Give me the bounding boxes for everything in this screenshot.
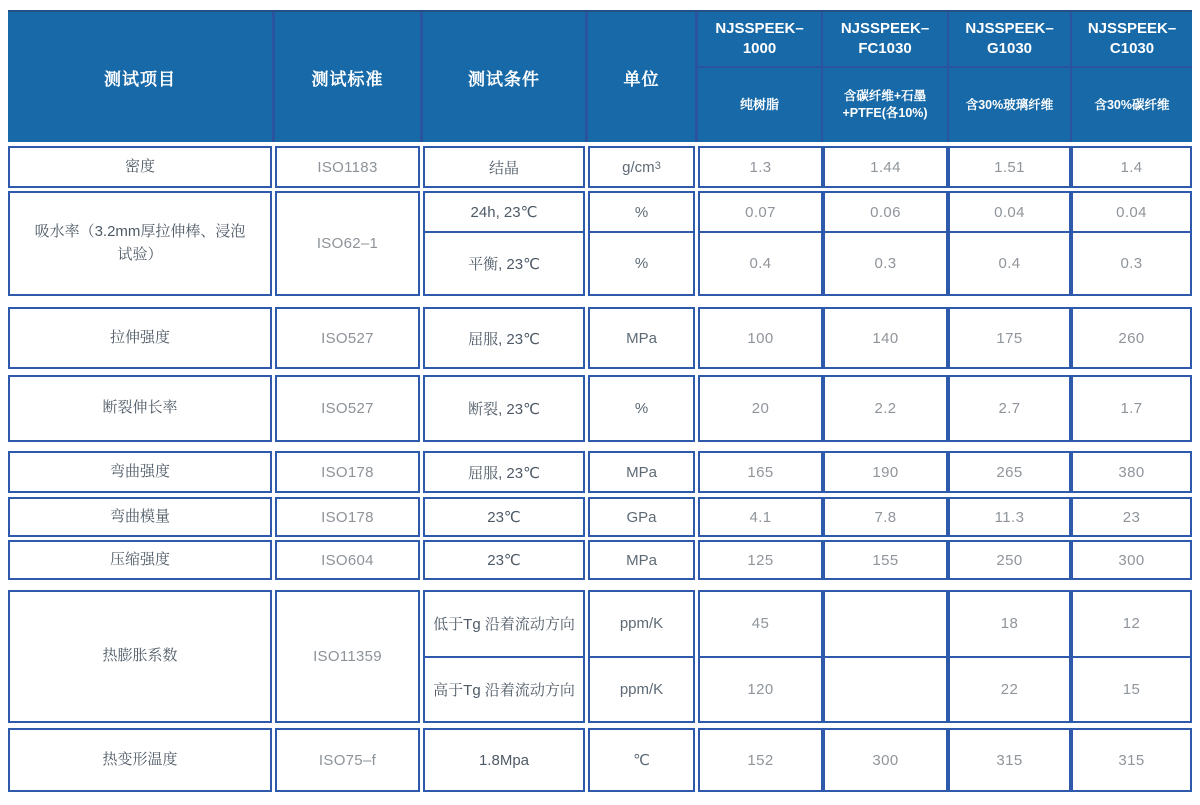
- row-value-col1-value: 120: [700, 656, 821, 722]
- table-row-group: [8, 497, 1192, 537]
- row-item-label: 断裂伸长率: [8, 375, 272, 442]
- row-value-col1-value: 1.3: [749, 158, 772, 176]
- row-item-label: 压缩强度: [8, 540, 272, 580]
- row-condition: [423, 540, 585, 580]
- table-header: [8, 10, 1192, 142]
- product-name-line2: 1000: [742, 40, 777, 57]
- row-value-col3: [948, 728, 1071, 792]
- row-value-col3: [948, 540, 1071, 580]
- row-value-col3-value: 11.3: [994, 508, 1025, 526]
- product-name-line2: C1030: [1109, 40, 1155, 57]
- row-value-col3-value: 1.51: [994, 158, 1025, 176]
- row-value-col3-value: 2.7: [998, 400, 1021, 417]
- row-value-col2-value: 7.8: [874, 508, 897, 526]
- row-item-label: 弯曲模量: [8, 497, 272, 537]
- row-unit: [588, 307, 695, 369]
- product-name: [698, 12, 821, 66]
- row-item-label: 密度: [8, 146, 272, 188]
- row-condition-value: 屈服, 23℃: [468, 330, 540, 348]
- header-product-njsspeek-1000: [698, 12, 821, 142]
- row-value-col2: [823, 146, 948, 188]
- table-row-group: [8, 307, 1192, 369]
- row-value-col3: [948, 590, 1071, 723]
- row-value-col1: [698, 728, 823, 792]
- table-row-group: [8, 191, 1192, 296]
- row-standard: ISO527: [275, 375, 420, 442]
- row-value-col4-value: 1.4: [1120, 158, 1143, 176]
- row-unit-value: MPa: [626, 551, 657, 569]
- row-value-col3: [948, 375, 1071, 442]
- row-value-col1-value: 125: [747, 551, 774, 569]
- row-value-col4-value: 15: [1073, 656, 1190, 722]
- row-condition: [423, 307, 585, 369]
- row-value-col2-value: [825, 656, 946, 722]
- row-value-col2: [823, 375, 948, 442]
- row-value-col1: [698, 307, 823, 369]
- row-value-col1-value: 4.1: [749, 508, 772, 526]
- row-unit: [588, 497, 695, 537]
- row-value-col4-value: 1.7: [1120, 400, 1143, 417]
- row-unit-value: %: [634, 203, 649, 221]
- row-condition-value: 屈服, 23℃: [468, 464, 540, 482]
- row-value-col4-value: 0.3: [1073, 231, 1190, 294]
- header-product-njsspeek-fc1030: [823, 12, 947, 142]
- row-value-col2-value: 1.44: [870, 158, 901, 176]
- row-value-col3-value: 315: [996, 751, 1023, 769]
- product-name: [1072, 12, 1192, 66]
- row-value-col3-value: 0.04: [994, 203, 1025, 221]
- row-item-label: 拉伸强度: [8, 307, 272, 369]
- row-condition-value: 1.8Mpa: [478, 751, 530, 769]
- row-value-col1: [698, 540, 823, 580]
- product-description: 纯树脂: [698, 68, 821, 142]
- row-value-col1: [698, 590, 823, 723]
- row-value-col4-value: 23: [1122, 508, 1141, 526]
- table-row-group: [8, 728, 1192, 792]
- row-value-col1-value: 0.07: [745, 203, 776, 221]
- header-col-test-standard: 测试标准: [275, 12, 420, 142]
- product-name-line1: NJSSPEEK–: [715, 19, 804, 37]
- row-unit-value: %: [590, 231, 693, 294]
- row-value-col2: [823, 497, 948, 537]
- row-condition: [423, 146, 585, 188]
- product-name-line1: NJSSPEEK–: [840, 19, 930, 37]
- row-value-col3-value: 18: [1000, 615, 1019, 633]
- row-standard: ISO178: [275, 451, 420, 493]
- row-unit-value: ppm/K: [619, 615, 664, 633]
- row-value-col2: [823, 191, 948, 296]
- row-unit-value: MPa: [626, 329, 657, 347]
- row-value-col1-value: 152: [747, 751, 774, 769]
- product-name-line1: NJSSPEEK–: [1087, 19, 1177, 37]
- product-name-line2: G1030: [986, 40, 1033, 57]
- row-unit-value: GPa: [626, 508, 657, 526]
- row-value-col4-value: 300: [1118, 551, 1145, 569]
- row-value-col4: [1071, 375, 1192, 442]
- row-value-col2-value: 0.06: [870, 203, 901, 221]
- row-unit-value: ℃: [633, 752, 650, 769]
- table-row-group: [8, 375, 1192, 442]
- row-standard: ISO527: [275, 307, 420, 369]
- table-body: [8, 146, 1192, 792]
- row-value-col1-value: 20: [751, 400, 770, 417]
- table-row-group: [8, 540, 1192, 580]
- header-col-unit: 单位: [588, 12, 695, 142]
- row-unit: [588, 590, 695, 723]
- row-value-col2-value: 300: [872, 751, 899, 769]
- row-condition-value: 高于Tg 沿着流动方向: [425, 656, 583, 722]
- row-unit-value: MPa: [626, 463, 657, 481]
- row-unit: [588, 146, 695, 188]
- row-value-col2-value: 2.2: [874, 400, 897, 417]
- row-condition: [423, 590, 585, 723]
- row-value-col1-value: 165: [747, 463, 774, 481]
- product-name-line1: NJSSPEEK–: [965, 19, 1054, 37]
- row-standard: ISO1183: [275, 146, 420, 188]
- header-product-njsspeek-c1030: [1072, 12, 1192, 142]
- row-value-col3-value: 250: [996, 551, 1023, 569]
- row-value-col2-value: 190: [872, 463, 899, 481]
- row-value-col1-value: 100: [747, 329, 774, 347]
- row-condition-value: 24h, 23℃: [470, 204, 538, 222]
- row-value-col1-value: 45: [751, 615, 770, 633]
- row-standard: ISO178: [275, 497, 420, 537]
- row-value-col2: [823, 451, 948, 493]
- header-col-test-item: 测试项目: [8, 12, 272, 142]
- row-standard: ISO62–1: [275, 191, 420, 296]
- row-condition: [423, 728, 585, 792]
- row-value-col4: [1071, 728, 1192, 792]
- row-value-col2-value: 155: [872, 551, 899, 569]
- row-condition-value: 平衡, 23℃: [425, 231, 583, 294]
- product-description: 含30%碳纤维: [1072, 68, 1192, 142]
- row-condition: [423, 451, 585, 493]
- row-value-col1: [698, 191, 823, 296]
- row-value-col3: [948, 451, 1071, 493]
- row-condition-value: 23℃: [487, 552, 521, 569]
- row-condition: [423, 497, 585, 537]
- product-name: [823, 12, 947, 66]
- row-condition-value: 低于Tg 沿着流动方向: [433, 616, 575, 634]
- row-unit: [588, 191, 695, 296]
- row-value-col3-value: 175: [996, 329, 1023, 347]
- product-description: 含30%玻璃纤维: [949, 68, 1070, 142]
- product-name-line2: FC1030: [858, 40, 912, 57]
- header-product-njsspeek-g1030: [949, 12, 1070, 142]
- row-unit: [588, 728, 695, 792]
- row-value-col3: [948, 307, 1071, 369]
- row-unit: [588, 375, 695, 442]
- row-value-col3-value: 265: [996, 463, 1023, 481]
- row-item-label: 吸水率（3.2mm厚拉伸棒、浸泡试验）: [8, 191, 272, 296]
- table-row-group: [8, 146, 1192, 188]
- row-standard: ISO604: [275, 540, 420, 580]
- row-condition: [423, 191, 585, 296]
- row-standard: ISO75–f: [275, 728, 420, 792]
- row-value-col4-value: 380: [1118, 463, 1145, 481]
- row-value-col2: [823, 590, 948, 723]
- row-value-col4: [1071, 540, 1192, 580]
- row-value-col4-value: 315: [1118, 751, 1145, 769]
- header-col-test-condition: 测试条件: [423, 12, 585, 142]
- row-value-col4: [1071, 307, 1192, 369]
- row-value-col3: [948, 497, 1071, 537]
- row-value-col4: [1071, 451, 1192, 493]
- row-value-col3: [948, 146, 1071, 188]
- row-unit-value: ppm/K: [590, 656, 693, 722]
- row-unit-value: %: [634, 400, 649, 417]
- material-spec-table: [8, 10, 1192, 792]
- row-value-col4: [1071, 497, 1192, 537]
- row-value-col4: [1071, 146, 1192, 188]
- row-value-col1: [698, 497, 823, 537]
- row-value-col2-value: 0.3: [825, 231, 946, 294]
- row-condition-value: 23℃: [487, 509, 521, 526]
- row-value-col2: [823, 728, 948, 792]
- row-value-col4-value: 0.04: [1116, 203, 1147, 221]
- row-value-col4: [1071, 590, 1192, 723]
- row-item-label: 热膨胀系数: [8, 590, 272, 723]
- row-standard: ISO11359: [275, 590, 420, 723]
- table-row-group: [8, 590, 1192, 723]
- row-value-col1-value: 0.4: [700, 231, 821, 294]
- row-item-label: 弯曲强度: [8, 451, 272, 493]
- table-row-group: [8, 451, 1192, 493]
- row-value-col1: [698, 451, 823, 493]
- row-unit: [588, 451, 695, 493]
- row-item-label: 热变形温度: [8, 728, 272, 792]
- product-description: 含碳纤维+石墨+PTFE(各10%): [823, 68, 947, 142]
- row-value-col3-value: 0.4: [950, 231, 1069, 294]
- row-value-col3: [948, 191, 1071, 296]
- row-value-col2-value: 140: [872, 329, 899, 347]
- row-value-col3-value: 22: [950, 656, 1069, 722]
- row-value-col4: [1071, 191, 1192, 296]
- row-condition-value: 结晶: [488, 159, 519, 177]
- row-condition-value: 断裂, 23℃: [468, 401, 540, 418]
- product-name: [949, 12, 1070, 66]
- row-value-col4-value: 260: [1118, 329, 1145, 347]
- row-value-col2-value: [825, 592, 946, 656]
- row-value-col2: [823, 540, 948, 580]
- row-value-col4-value: 12: [1122, 615, 1141, 633]
- row-unit: [588, 540, 695, 580]
- row-value-col1: [698, 146, 823, 188]
- row-value-col1: [698, 375, 823, 442]
- row-value-col2: [823, 307, 948, 369]
- row-unit-value: g/cm $^3$: [622, 158, 661, 176]
- row-condition: [423, 375, 585, 442]
